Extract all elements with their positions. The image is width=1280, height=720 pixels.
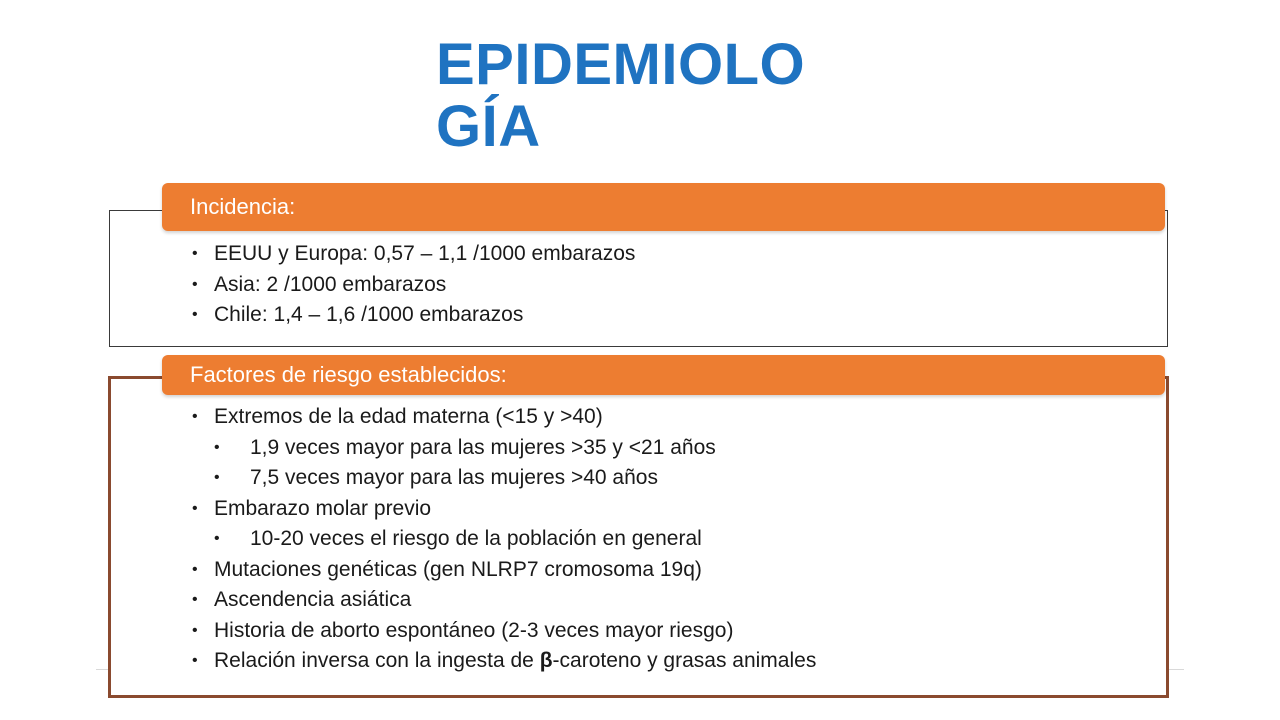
sub-list-item-text: 7,5 veces mayor para las mujeres >40 años <box>250 466 658 489</box>
slide-title: EPIDEMIOLO GÍA <box>436 32 806 159</box>
list-item-text-end: -caroteno y grasas animales <box>552 649 817 672</box>
list-item: • Historia de aborto espontáneo (2-3 veces mayor riesgo) <box>214 616 816 647</box>
incidence-header: Incidencia: <box>162 183 1165 231</box>
sub-list-item <box>214 463 816 494</box>
list-item-text-start: Relación inversa con la ingesta de <box>214 649 540 672</box>
list-item: • EEUU y Europa: 0,57 – 1,1 /1000 embarazos <box>214 239 635 270</box>
incidence-list <box>214 239 635 331</box>
risk-factors-header: Factores de riesgo establecidos: <box>162 355 1165 395</box>
list-item: • Ascendencia asiática <box>214 585 816 616</box>
list-item: • Extremos de la edad materna (<15 y >40) <box>214 402 816 433</box>
sub-list-item-text: 1,9 veces mayor para las mujeres >35 y <21 años <box>250 435 716 459</box>
risk-factors-list <box>214 402 816 677</box>
list-item: • Asia: 2 /1000 embarazos <box>214 270 635 301</box>
list-item: • Mutaciones genéticas (gen NLRP7 cromosoma 19q) <box>214 555 816 586</box>
list-item: • Chile: 1,4 – 1,6 /1000 embarazos <box>214 300 635 331</box>
list-item: • Embarazo molar previo <box>214 494 816 525</box>
sub-list-item <box>214 433 816 464</box>
sub-list-item <box>214 524 816 555</box>
sub-list-item-text: 10-20 veces el riesgo de la población en general <box>250 527 702 550</box>
list-item <box>214 646 816 677</box>
beta-symbol: β <box>539 649 553 672</box>
